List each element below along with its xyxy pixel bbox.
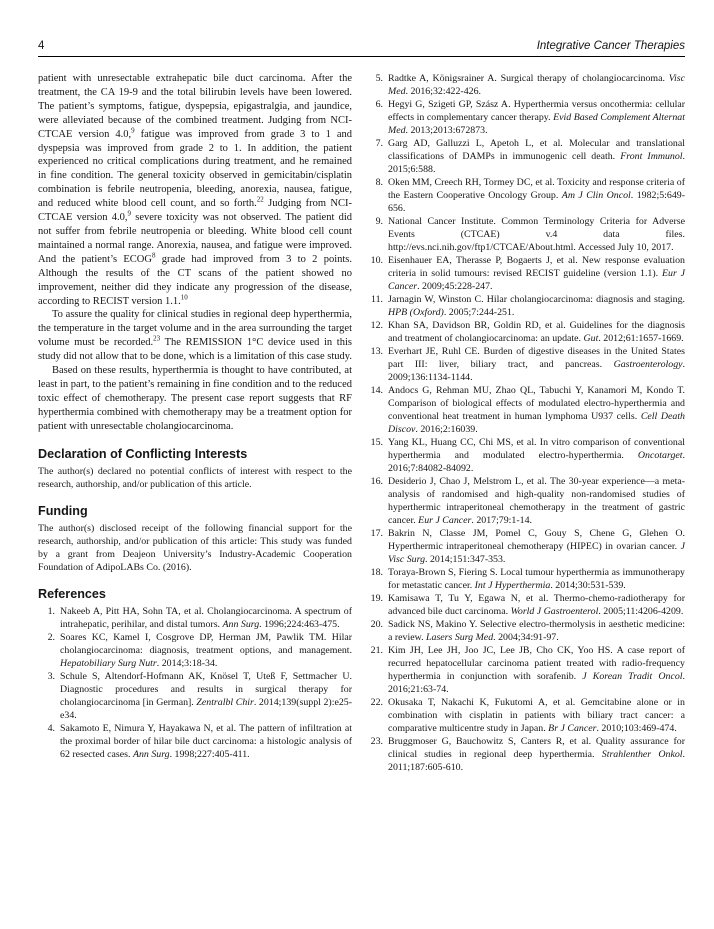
text-run: . 2014;3:18-34. [156,657,218,669]
text-run: . 1998;227:405-411. [169,748,250,760]
text-run: Radtke A, Königsrainer A. Surgical therapy of cholangiocarcinoma. [388,73,669,84]
text-run: . 2010;103:469-474. [596,723,677,734]
text-run: Toraya-Brown S, Fiering S. Local tumour hyperthermia as immunotherapy for metastatic cancer. [388,567,685,591]
reference-number: 4. [47,722,55,734]
text-run: Kamisawa T, Tu Y, Egawa N, et al. Thermo-chemo-radiotherapy for advanced bile duct carcinoma. [388,593,685,617]
text-run: Garg AD, Galluzzi L, Apetoh L, et al. Molecular and translational classifications of DAMPs in immunogenic cell death. [388,138,685,162]
reference-item [366,293,685,319]
page-header [38,40,685,56]
reference-text [60,722,352,761]
two-column-layout [38,72,685,774]
journal-name: Hepatobiliary Surg Nutr [60,657,157,669]
journal-title: Integrative Cancer Therapies [536,40,685,52]
reference-text [388,566,685,592]
text-run: Khan SA, Davidson BR, Goldin RD, et al. Guidelines for the diagnosis and treatment of cholangiocarcinoma: an update. [388,320,685,344]
reference-number: 1. [47,605,55,617]
text-run: Okusaka T, Nakachi K, Fukutomi A, et al. Gemcitabine alone or in combination with cisplatin in patients with biliary tract cancer: a comparative multicentre study in Japan. [388,697,685,734]
reference-text [388,72,685,98]
reference-text [388,176,685,215]
journal-name: Zentralbl Chir [196,696,254,708]
text-run: fatigue was improved from grade 3 to 1 and dyspepsia was improved from grade 2 to 1. In addition, the patient experienced no critical complications during treatment, and he remained in fine condition. The general toxicity observed in gemicitabin/cisplatin combination is febrile neutropenia, bleeding, anorexia, nausea, fatigue, and reduced white blood cell count, and so forth. [38,128,353,210]
body-paragraphs [38,72,352,434]
citation-superscript: 8 [151,251,156,260]
reference-text [388,436,685,475]
reference-item [366,176,685,215]
text-run: . 2012;61:1657-1669. [598,333,684,344]
reference-number: 20. [370,619,383,630]
journal-name: Ann Surg [222,618,260,630]
reference-number: 22. [370,697,383,708]
journal-name: J Korean Tradit Oncol [582,671,683,682]
reference-item [366,735,685,774]
journal-name: World J Gastroenterol [510,606,599,617]
reference-item [38,670,352,722]
text-run: . 2014;30:531-539. [550,580,626,591]
text-run: Everhart JE, Ruhl CE. Burden of digestive diseases in the United States part III: liver, biliary tract, and pancreas. [388,346,685,370]
citation-superscript: 10 [180,293,188,301]
text-run: Hegyi G, Szigeti GP, Szász A. Hyperthermia versus oncothermia: cellular effects in complementary cancer therapy. [388,99,685,123]
journal-name: Cell Death Discov [388,411,685,435]
body-paragraph [38,72,352,308]
reference-text [388,696,685,735]
text-run: . 2013;2013:672873. [405,125,488,136]
text-run: . 2016;21:63-74. [388,671,685,695]
journal-name: Gut [583,333,599,344]
reference-number: 3. [47,670,55,682]
reference-number: 11. [371,294,383,305]
journal-name: Visc Med [388,73,685,97]
text-run: Judging from NCI-CTCAE version 4.0, [38,198,352,224]
journal-name: J Visc Surg [388,541,685,565]
reference-text [388,319,685,345]
journal-name: HPB (Oxford) [388,307,444,318]
reference-number: 13. [370,346,383,357]
header-rule [38,56,685,57]
reference-text [388,475,685,527]
reference-item [366,436,685,475]
reference-item [38,631,352,670]
text-run: . 2016;32:422-426. [405,86,481,97]
text-run: Desiderio J, Chao J, Melstrom L, et al. The 30-year experience—a meta-analysis of randomised and high-quality non-randomised studies of hyperthermic intraperitoneal chemotherapy in the treatment of gastric cancer. [388,476,685,526]
journal-name: Lasers Surg Med [426,632,494,643]
reference-number: 7. [375,138,383,149]
text-run: . 2017;79:1-14. [471,515,532,526]
reference-text [388,137,685,176]
text-run: Kim JH, Lee JH, Joo JC, Lee JB, Cho CK, Yoo HS. A case report of recurred hepatocellular carcinoma patient treated with radio-frequency hyperthermia in conjunction with sorafenib. [388,645,685,682]
reference-text [388,384,685,436]
reference-item [366,384,685,436]
text-run: Bakrin N, Classe JM, Pomel C, Gouy S, Chene G, Glehen O. Hyperthermic intraperitoneal chemotherapy (HIPEC) in ovarian cancer. [388,528,685,552]
text-run: . 2005;11:4206-4209. [598,606,684,617]
text-run: severe toxicity was not observed. The patient did not suffer from febrile neutropenia or bleeding. White blood cell count maintained a normal range. Anorexia, nausea, and fatigue were improved. And the patient’s ECOG [38,212,353,265]
reference-number: 2. [47,631,55,643]
reference-number: 6. [375,99,383,110]
journal-name: Am J Clin Oncol [561,190,631,201]
text-run: grade had improved from 3 to 2 points. Although the results of the CT scans of the patient showed no improvement, neither did they indicate any progression of the disease, according to RECIST version 1.1. [38,253,352,307]
journal-name: Int J Hyperthermia [474,580,551,591]
text-run: . 2015;6:588. [388,151,686,175]
section-body: The author(s) disclosed receipt of the following financial support for the research, authorship, and/or publication of this article: This study was funded by a grant from Deajeon University’s Industry-Academic Cooperation Foundation of AdipoLABs Co. (2016). [38,522,352,573]
citation-superscript: 9 [131,126,135,135]
text-run: . 2009;45:228-247. [417,281,493,292]
text-run: Sadick NS, Makino Y. Selective electro-thermolysis in aesthetic medicine: a review. [388,619,685,643]
reference-item [366,254,685,293]
reference-text [388,644,685,696]
reference-number: 21. [370,645,383,656]
reference-item [366,72,685,98]
reference-item [38,722,352,761]
reference-item [366,137,685,176]
journal-name: Front Immunol [620,151,683,162]
left-column [38,72,352,774]
reference-number: 19. [370,593,383,604]
right-column [366,72,685,774]
text-run: . 2004;34:91-97. [493,632,559,643]
reference-item [366,696,685,735]
journal-name: Br J Cancer [548,723,597,734]
reference-text [60,670,352,722]
text-run: Yang KL, Huang CC, Chi MS, et al. In vitro comparison of conventional hyperthermia and modulated electro-hyperthermia. [388,437,685,461]
reference-item [366,475,685,527]
text-run: patient with unresectable extrahepatic bile duct carcinoma. After the treatment, the CA 19-9 and the total bilirubin levels have been lowered. The patient’s symptoms, fatigue, dyspepsia, epigastralgia, and jaundice, were alleviated because of the combined treatment. Judging from NCI-CTCAE version 4.0, [38,73,352,140]
reference-item [366,592,685,618]
text-run: Based on these results, hyperthermia is thought to have contributed, at least in part, to the patient’s remaining in fine condition and to the reduced toxic effect of chemotherapy. The present case report suggests that RF hyperthermia combined with chemotherapy may be a treatment option for patient with unresectable cholangiocarcinoma. [38,365,352,432]
reference-text [388,293,685,319]
references-heading: References [38,586,106,601]
journal-name: Evid Based Complement Alternat Med [388,112,685,136]
journal-name: Oncotarget [637,450,683,461]
text-run: . 2016;7:84082-84092. [388,450,685,474]
body-paragraph [38,364,352,434]
reference-number: 15. [370,437,383,448]
reference-text [388,254,685,293]
text-run: Soares KC, Kamel I, Cosgrove DP, Herman JM, Pawlik TM. Hilar cholangiocarcinoma: diagnosis, treatment options, and management. [60,631,352,656]
reference-number: 9. [375,216,383,227]
text-run: Nakeeb A, Pitt HA, Sohn TA, et al. Cholangiocarcinoma. A spectrum of intrahepatic, perihilar, and distal tumors. [60,605,352,630]
reference-number: 8. [375,177,383,188]
journal-name: Eur J Cancer [388,268,685,292]
page-number: 4 [38,40,45,52]
text-run: Andocs G, Rehman MU, Zhao QL, Tabuchi Y, Kanamori M, Kondo T. Comparison of biological effects of modulated electro-hyperthermia and conventional heat treatment in human lymphoma U937 cells. [388,385,685,422]
text-run: To assure the quality for clinical studies in regional deep hyperthermia, the temperature in the target volume and in the area surrounding the target volume must be recorded. [38,309,352,349]
section-heading: Declaration of Conflicting Interests [38,446,248,461]
journal-name: Ann Surg [132,748,170,760]
reference-number: 18. [370,567,383,578]
citation-superscript: 9 [127,209,132,218]
journal-name: Eur J Cancer [418,515,472,526]
reference-number: 5. [375,73,383,84]
citation-superscript: 22 [256,195,264,204]
reference-text [60,631,352,670]
text-run: . 1982;5:649-656. [388,190,685,214]
text-run: National Cancer Institute. Common Terminology Criteria for Adverse Events (CTCAE) v.4 data files. http://evs.nci.nih.gov/ftp1/CTCAE/About.html. Accessed July 10, 2017. [388,216,685,253]
reference-list-left [38,605,352,761]
text-run: Schule S, Altendorf-Hofmann AK, Knösel T, Uteß F, Settmacher U. Diagnostic procedures and results in surgical therapy for cholangiocarcinoma [in German]. [60,670,352,708]
reference-item [366,566,685,592]
reference-number: 16. [370,476,383,487]
reference-item [366,345,685,384]
journal-name: Gastroenterology [613,359,683,370]
section-heading: Funding [38,503,88,518]
text-run: . 1996;224:463-475. [259,618,340,630]
reference-number: 23. [370,736,383,747]
reference-list-right [366,72,685,774]
text-run: Sakamoto E, Nimura Y, Hayakawa N, et al. The pattern of infiltration at the proximal border of hilar bile duct carcinoma: a histologic analysis of 62 resected cases. [60,722,352,760]
text-run: Oken MM, Creech RH, Tormey DC, et al. Toxicity and response criteria of the Eastern Cooperative Oncology Group. [388,177,685,201]
reference-item [366,527,685,566]
text-run: . 2016;2:16039. [415,424,478,435]
text-run: . 2005;7:244-251. [443,307,515,318]
journal-name: Strahlenther Onkol [601,749,683,760]
reference-text [388,527,685,566]
text-run: Bruggmoser G, Bauchowitz S, Canters R, et al. Quality assurance for clinical studies in regional deep hyperthermia. [388,736,685,760]
text-run: The REMISSION 1°C device used in this study did not allow that to be done, which is a limitation of this case study. [38,337,352,363]
reference-number: 12. [370,320,383,331]
reference-item [38,605,352,631]
reference-text [388,215,685,254]
body-paragraph [38,308,352,364]
reference-text [388,345,685,384]
reference-item [366,319,685,345]
text-run: . 2011;187:605-610. [388,749,686,773]
reference-number: 17. [370,528,383,539]
reference-item [366,215,685,254]
section-body: The author(s) declared no potential conflicts of interest with respect to the research, authorship, and/or publication of this article. [38,465,352,490]
text-run: . 2009;136:1134-1144. [388,359,685,383]
back-matter-sections [38,447,352,574]
citation-superscript: 23 [153,334,161,343]
reference-item [366,618,685,644]
reference-item [366,98,685,137]
reference-text [60,605,352,631]
text-run: . 2014;151:347-353. [425,554,506,565]
text-run: . 2014;139(suppl 2):e25-e34. [60,696,353,721]
reference-number: 14. [370,385,383,396]
text-run: Eisenhauer EA, Therasse P, Bogaerts J, et al. New response evaluation criteria in solid tumours: revised RECIST guideline (version 1.1). [388,255,685,279]
text-run: Jarnagin W, Winston C. Hilar cholangiocarcinoma: diagnosis and staging. [388,294,685,305]
reference-text [388,98,685,137]
reference-item [366,644,685,696]
reference-number: 10. [370,255,383,266]
reference-text [388,592,685,618]
reference-text [388,618,685,644]
reference-text [388,735,685,774]
